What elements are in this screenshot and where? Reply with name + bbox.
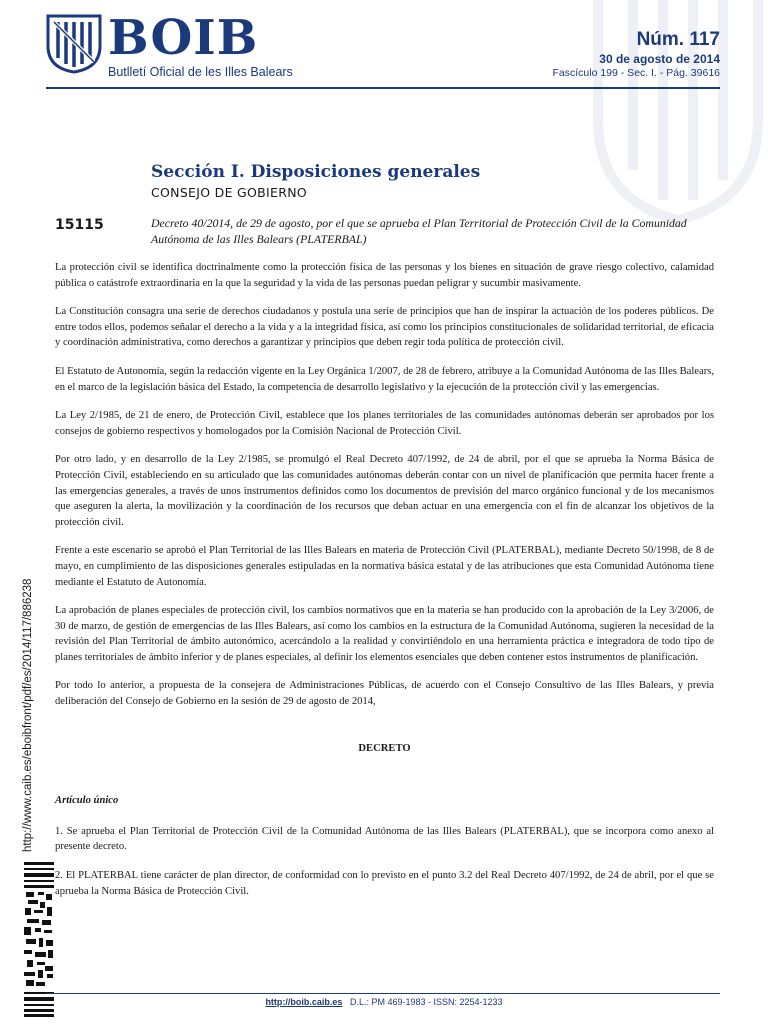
document-url-link[interactable]: http://www.caib.es/eboibfront/pdf/es/2014/117/886238 — [22, 578, 34, 852]
section-title: Sección I. Disposiciones generales — [151, 162, 481, 182]
issue-date: 30 de agosto de 2014 — [599, 52, 720, 66]
article-heading: Artículo único — [55, 795, 119, 807]
decree-heading: DECRETO — [358, 742, 411, 754]
body-paragraph: Por todo lo anterior, a propuesta de la consejera de Administraciones Públicas, de acuerdo con el Consejo Consultivo de las Illes Balears, y previa deliberación del Consejo de Gobierno en la sesión de 29 de agosto de 2014, — [55, 680, 714, 708]
body-paragraph: Frente a este escenario se aprobó el Plan Territorial de las Illes Balears en materia de Protección Civil (PLATERBAL), mediante Decreto 50/1998, de 8 de mayo, en cumplimiento de las disposiciones generales estipuladas en la normativa básica estatal y de las atribuciones que esta Comunidad Autónoma tiene mediante el Estatuto de Autonomía. — [55, 545, 714, 588]
issue-number: Núm. 117 — [636, 29, 720, 50]
fascicle-info: Fascículo 199 - Sec. I. - Pág. 39616 — [552, 67, 720, 79]
boib-logo-subtitle: Butlletí Oficial de les Illes Balears — [108, 65, 293, 79]
footer-link[interactable]: http://boib.caib.es — [265, 997, 343, 1007]
footer-divider — [46, 993, 720, 994]
document-body — [55, 260, 714, 912]
header-divider — [46, 87, 720, 89]
footer — [0, 997, 768, 1007]
body-paragraph: La aprobación de planes especiales de protección civil, los cambios normativos que en la materia se han producido con la aprobación de la Ley 3/2006, de 30 de marzo, de gestión de emergencias de las Illes Balears, así como los cambios en la estructura de la Comunidad Autónoma, sugieren la necesidad de la revisión del Plan Territorial de ámbito autonómico, acercándolo a la realidad y convirtiéndolo en una herramienta práctica e integradora de todo tipo de planes territoriales de ámbito inferior y de planes especiales, al definir los elementos esenciales que deben contener estos instrumentos de planificación. — [55, 605, 714, 663]
body-paragraph: Por otro lado, y en desarrollo de la Ley 2/1985, se promulgó el Real Decreto 407/1992, de 24 de abril, por el que se aprueba la Norma Básica de Protección Civil, estableciendo en su articulado que las comunidades autónomas deberán contar con un nivel de planificación que permita hacer frente a las emergencias generales, a través de unos instrumentos definidos como los documentos de previsión del marco orgánico funcional y de los mecanismos que aseguren la alerta, la movilización y la coordinación de los recursos que deban actuar en una emergencia con el fin de alcanzar los objetivos de la protección civil. — [55, 454, 714, 528]
footer-legal: D.L.: PM 469-1983 - ISSN: 2254-1233 — [349, 997, 503, 1007]
section-subtitle: CONSEJO DE GOBIERNO — [151, 185, 308, 200]
boib-logo-text: BOIB — [108, 10, 259, 66]
boib-emblem-icon — [46, 14, 102, 74]
body-paragraph: La Constitución consagra una serie de derechos ciudadanos y postula una serie de principios que han de inspirar la actuación de los poderes públicos. De entre todos ellos, podemos señalar el derecho a la vida y a la integridad física, así como los principios constitucionales de solidaridad territorial, de eficacia y coordinación administrativa, como derechos a garantizar y principios que deben regir toda política de protección civil. — [55, 306, 714, 349]
document-title: Decreto 40/2014, de 29 de agosto, por el que se aprueba el Plan Territorial de Protección Civil de la Comunidad Autónoma de las Illes Balears (PLATERBAL) — [151, 216, 687, 246]
document-number: 15115 — [55, 217, 104, 233]
article-paragraph: 2. El PLATERBAL tiene carácter de plan director, de conformidad con lo previsto en el punto 3.2 del Real Decreto 407/1992, de 24 de abril, por el que se aprueba la Norma Básica de Protección Civil. — [55, 870, 714, 897]
body-paragraph: La Ley 2/1985, de 21 de enero, de Protección Civil, establece que los planes territoriales de las comunidades autónomas deberán ser aprobados por los consejos de gobierno respectivos y homologados por la Comisión Nacional de Protección Civil. — [55, 410, 714, 437]
issue-info — [552, 28, 720, 80]
body-paragraph: La protección civil se identifica doctrinalmente como la protección física de las personas y los bienes en situación de grave riesgo colectivo, calamidad pública o catástrofe extraordinaria en la que la seguridad y la vida de las personas puedan peligrar y sucumbir masivamente. — [55, 262, 714, 289]
article-paragraph: 1. Se aprueba el Plan Territorial de Protección Civil de la Comunidad Autónoma de las Illes Balears (PLATERBAL), que se incorpora como anexo al presente decreto. — [55, 825, 714, 853]
body-paragraph: El Estatuto de Autonomía, según la redacción vigente en la Ley Orgánica 1/2007, de 28 de febrero, atribuye a la Comunidad Autónoma de las Illes Balears, en el marco de la legislación básica del Estado, la competencia de desarrollo legislativo y la ejecución de la protección civil y las emergencias. — [55, 365, 714, 393]
